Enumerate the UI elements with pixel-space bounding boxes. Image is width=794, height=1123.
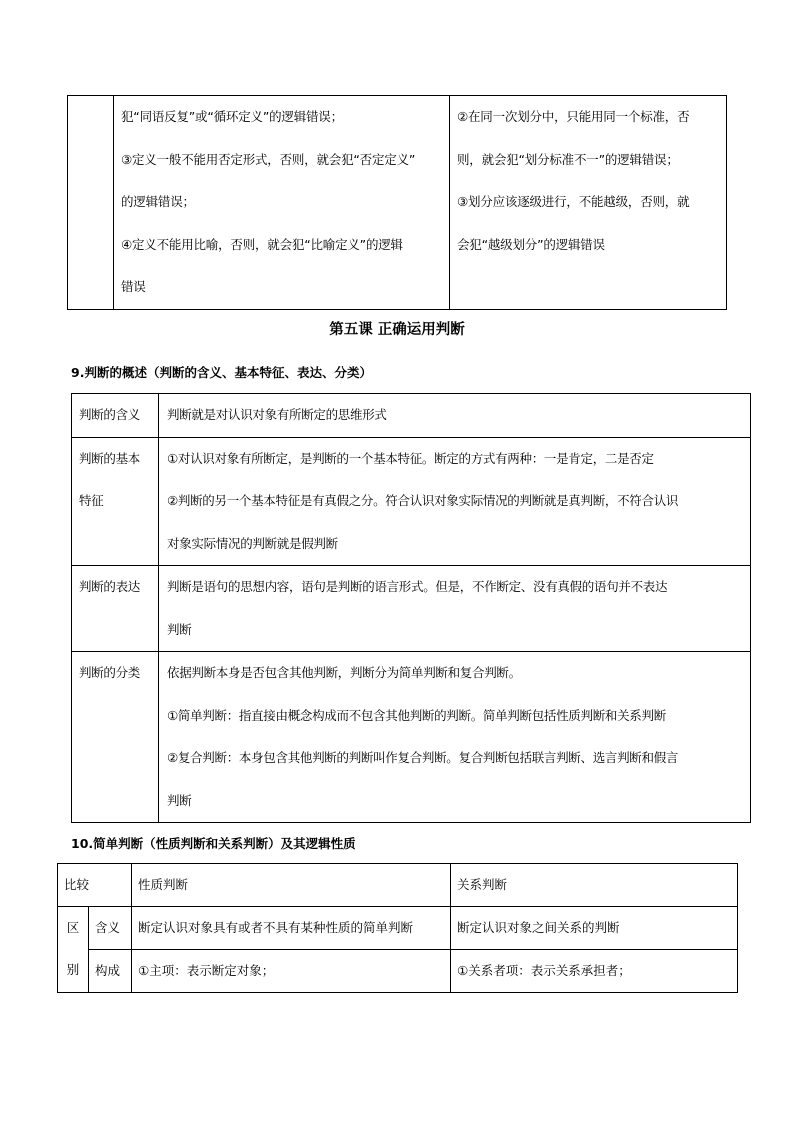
row-label	[72, 437, 159, 566]
text-line: ②在同一次划分中，只能用同一个标准，否	[457, 109, 690, 124]
text-line: 则，就会犯“划分标准不一”的逻辑错误；	[457, 151, 679, 167]
sub-label: 含义	[89, 907, 132, 950]
relation-judgment-header: 关系判断	[451, 864, 738, 907]
text-line: 判断就是对认识对象有所断定的思维形式	[167, 407, 387, 422]
property-judgment-header: 性质判断	[132, 864, 451, 907]
row-content	[159, 437, 751, 566]
lesson-title: 第五课 正确运用判断	[329, 322, 465, 338]
text-line: 犯“同语反复”或“循环定义”的逻辑错误；	[121, 109, 343, 124]
relation-cell: 断定认识对象之间关系的判断	[451, 907, 738, 950]
group-label-char: 区	[66, 920, 80, 935]
difference-group-label	[58, 907, 89, 993]
text-line: ①简单判断：指直接由概念构成而不包含其他判断的判断。简单判断包括性质判断和关系判断	[167, 707, 666, 723]
row-label	[72, 394, 159, 438]
text-line: 依据判断本身是否包含其他判断，判断分为简单判断和复合判断。	[167, 665, 521, 680]
text-line: ③划分应该逐级进行，不能越级，否则，就	[457, 194, 690, 209]
division-rules-cell	[450, 96, 727, 310]
row-content	[159, 566, 751, 652]
row-content	[159, 394, 751, 438]
text-line: 对象实际情况的判断就是假判断	[167, 535, 338, 551]
text-line: 判断是语句的思想内容，语句是判断的语言形式。但是，不作断定、没有真假的语句并不表达	[167, 579, 668, 594]
definition-division-rules-table	[67, 95, 727, 310]
label-line: 判断的表达	[79, 579, 141, 594]
text-line: ②复合判断：本身包含其他判断的判断叫作复合判断。复合判断包括联言判断、选言判断和假言	[167, 750, 679, 765]
label-line: 特征	[79, 493, 104, 508]
row-label	[72, 566, 159, 652]
row-label	[72, 652, 159, 823]
judgment-overview-table	[71, 393, 751, 823]
property-cell: ①主项：表示断定对象；	[132, 950, 451, 993]
text-line: 判断	[167, 621, 192, 637]
text-line: 的逻辑错误；	[121, 194, 195, 209]
section-9-heading: 9.判断的概述（判断的含义、基本特征、表达、分类）	[71, 365, 372, 380]
text-line: ③定义一般不能用否定形式，否则，就会犯“否定定义”	[121, 151, 416, 167]
text-line: ②判断的另一个基本特征是有真假之分。符合认识对象实际情况的判断就是真判断，不符合认识	[167, 493, 679, 508]
text-line: 判断	[167, 792, 192, 808]
label-line: 判断的分类	[79, 665, 141, 680]
compare-header: 比较	[58, 864, 132, 907]
section-10-heading: 10.简单判断（性质判断和关系判断）及其逻辑性质	[71, 836, 356, 851]
row-content	[159, 652, 751, 823]
label-line: 判断的含义	[79, 407, 141, 422]
relation-cell: ①关系者项：表示关系承担者；	[451, 950, 738, 993]
property-cell: 断定认识对象具有或者不具有某种性质的简单判断	[132, 907, 451, 950]
label-line: 判断的基本	[79, 450, 141, 466]
text-line: 会犯“越级划分”的逻辑错误	[457, 236, 605, 252]
blank-label-cell	[68, 96, 114, 310]
text-line: ①对认识对象有所断定，是判断的一个基本特征。断定的方式有两种：一是肯定，二是否定	[167, 450, 654, 466]
text-line: ④定义不能用比喻，否则，就会犯“比喻定义”的逻辑	[121, 236, 403, 252]
simple-judgment-comparison-table	[57, 863, 738, 993]
group-label-char: 别	[66, 962, 80, 977]
text-line: 错误	[121, 279, 146, 294]
sub-label: 构成	[89, 950, 132, 993]
definition-rules-cell	[114, 96, 450, 310]
